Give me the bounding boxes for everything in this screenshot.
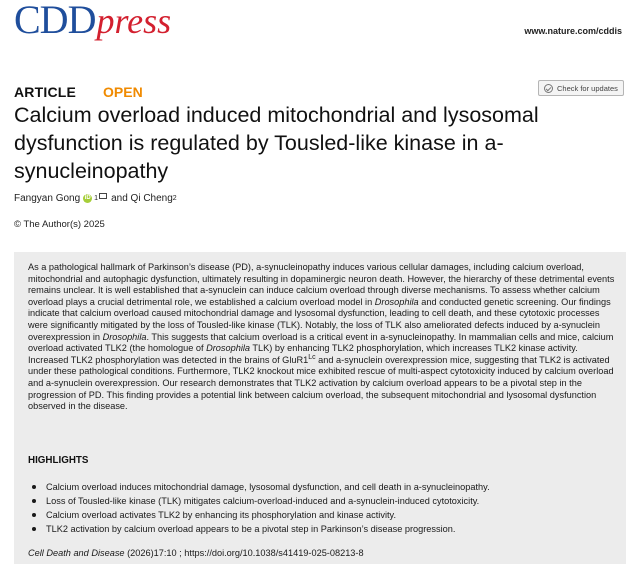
author-name[interactable]: Qi Cheng bbox=[130, 193, 173, 204]
abstract-box bbox=[14, 252, 626, 564]
highlight-item: Loss of Tousled-like kinase (TLK) mitigates calcium-overload-induced and a-synuclein-induced cytotoxicity. bbox=[28, 495, 618, 507]
highlights-list bbox=[28, 481, 618, 537]
citation-doi[interactable]: (2026)17:10 ; https://doi.org/10.1038/s41419-025-08213-8 bbox=[124, 548, 364, 558]
article-type-label: ARTICLE bbox=[14, 84, 77, 100]
citation-line bbox=[28, 548, 364, 558]
article-title: Calcium overload induced mitochondrial and lysosomal dysfunction is regulated by Tousled-like kinase in a-synucleinopathy bbox=[14, 103, 539, 183]
copyright-notice: © The Author(s) 2025 bbox=[14, 219, 105, 230]
highlight-item: Calcium overload activates TLK2 by enhancing its phosphorylation and kinase activity. bbox=[28, 509, 618, 521]
author-line: Fangyan Gong iD 1 and Qi Cheng 2 bbox=[14, 193, 177, 204]
site-url-link[interactable]: www.nature.com/cddis bbox=[524, 26, 622, 36]
check-for-updates-button[interactable] bbox=[538, 80, 624, 96]
mail-icon[interactable] bbox=[99, 193, 107, 199]
author-conjunction: and bbox=[111, 193, 128, 204]
open-access-label: OPEN bbox=[103, 84, 143, 100]
abstract-text: As a pathological hallmark of Parkinson’s disease (PD), a-synucleinopathy induces various cellular damages, including calcium overload, mitochondrial and autophagic dysfunction, ultimately resulting in dopaminergic neuron death. However, the hierarchy of these detrimental events remains unclear. It is well established that a-synuclein can induce calcium overload through diverse mechanisms. To assess whether calcium overload plays a crucial detrimental role, we established a calcium overload model in Drosophila and conducted genetic screening. Our findings indicate that calcium overload caused mitochondrial damage and lysosomal dysfunction, leading to cell death, and these cytotoxic processes were significantly mitigated by the loss of Tousled-like kinase (TLK). Notably, the loss of TLK also ameliorated defects induced by a-synuclein overexpression in Drosophila. This suggests that calcium overload is a critical event in a-synucleinopathy. In mammalian cells and mice, calcium overload activated TLK2 (the homologue of Drosophila TLK) by enhancing TLK2 phosphorylation, which increases TLK2 kinase activity. Increased TLK2 phosphorylation was detected in the brains of $GluR1^{Lc}$ and a-synuclein overexpression mice, suggesting that TLK2 is activated under these pathological conditions. Furthermore, TLK2 knockout mice exhibited rescue of multi-aspect cytotoxicity induced by calcium overload and a-synuclein overexpression. Our research demonstrates that TLK2 activation by calcium overload appears to be a pivotal step in the progression of PD. This finding provides a potential link between calcium overload, the subsequent mitochondrial and lysosomal dysfunction observed in the disease. bbox=[28, 262, 615, 412]
highlight-item: Calcium overload induces mitochondrial damage, lysosomal dysfunction, and cell death in a-synucleinopathy. bbox=[28, 481, 618, 493]
author-name[interactable]: Fangyan Gong bbox=[14, 193, 81, 204]
check-updates-label: Check for updates bbox=[557, 83, 618, 93]
logo-press-text: press bbox=[96, 1, 172, 41]
journal-name: Cell Death and Disease bbox=[28, 548, 125, 558]
check-updates-icon bbox=[544, 84, 553, 93]
highlight-item: TLK2 activation by calcium overload appears to be a pivotal step in Parkinson’s disease progression. bbox=[28, 523, 618, 535]
orcid-icon[interactable]: iD bbox=[84, 195, 91, 201]
highlights-heading: HIGHLIGHTS bbox=[28, 455, 89, 466]
journal-logo[interactable] bbox=[14, 0, 171, 42]
logo-cdd-text: CDD bbox=[14, 0, 96, 42]
